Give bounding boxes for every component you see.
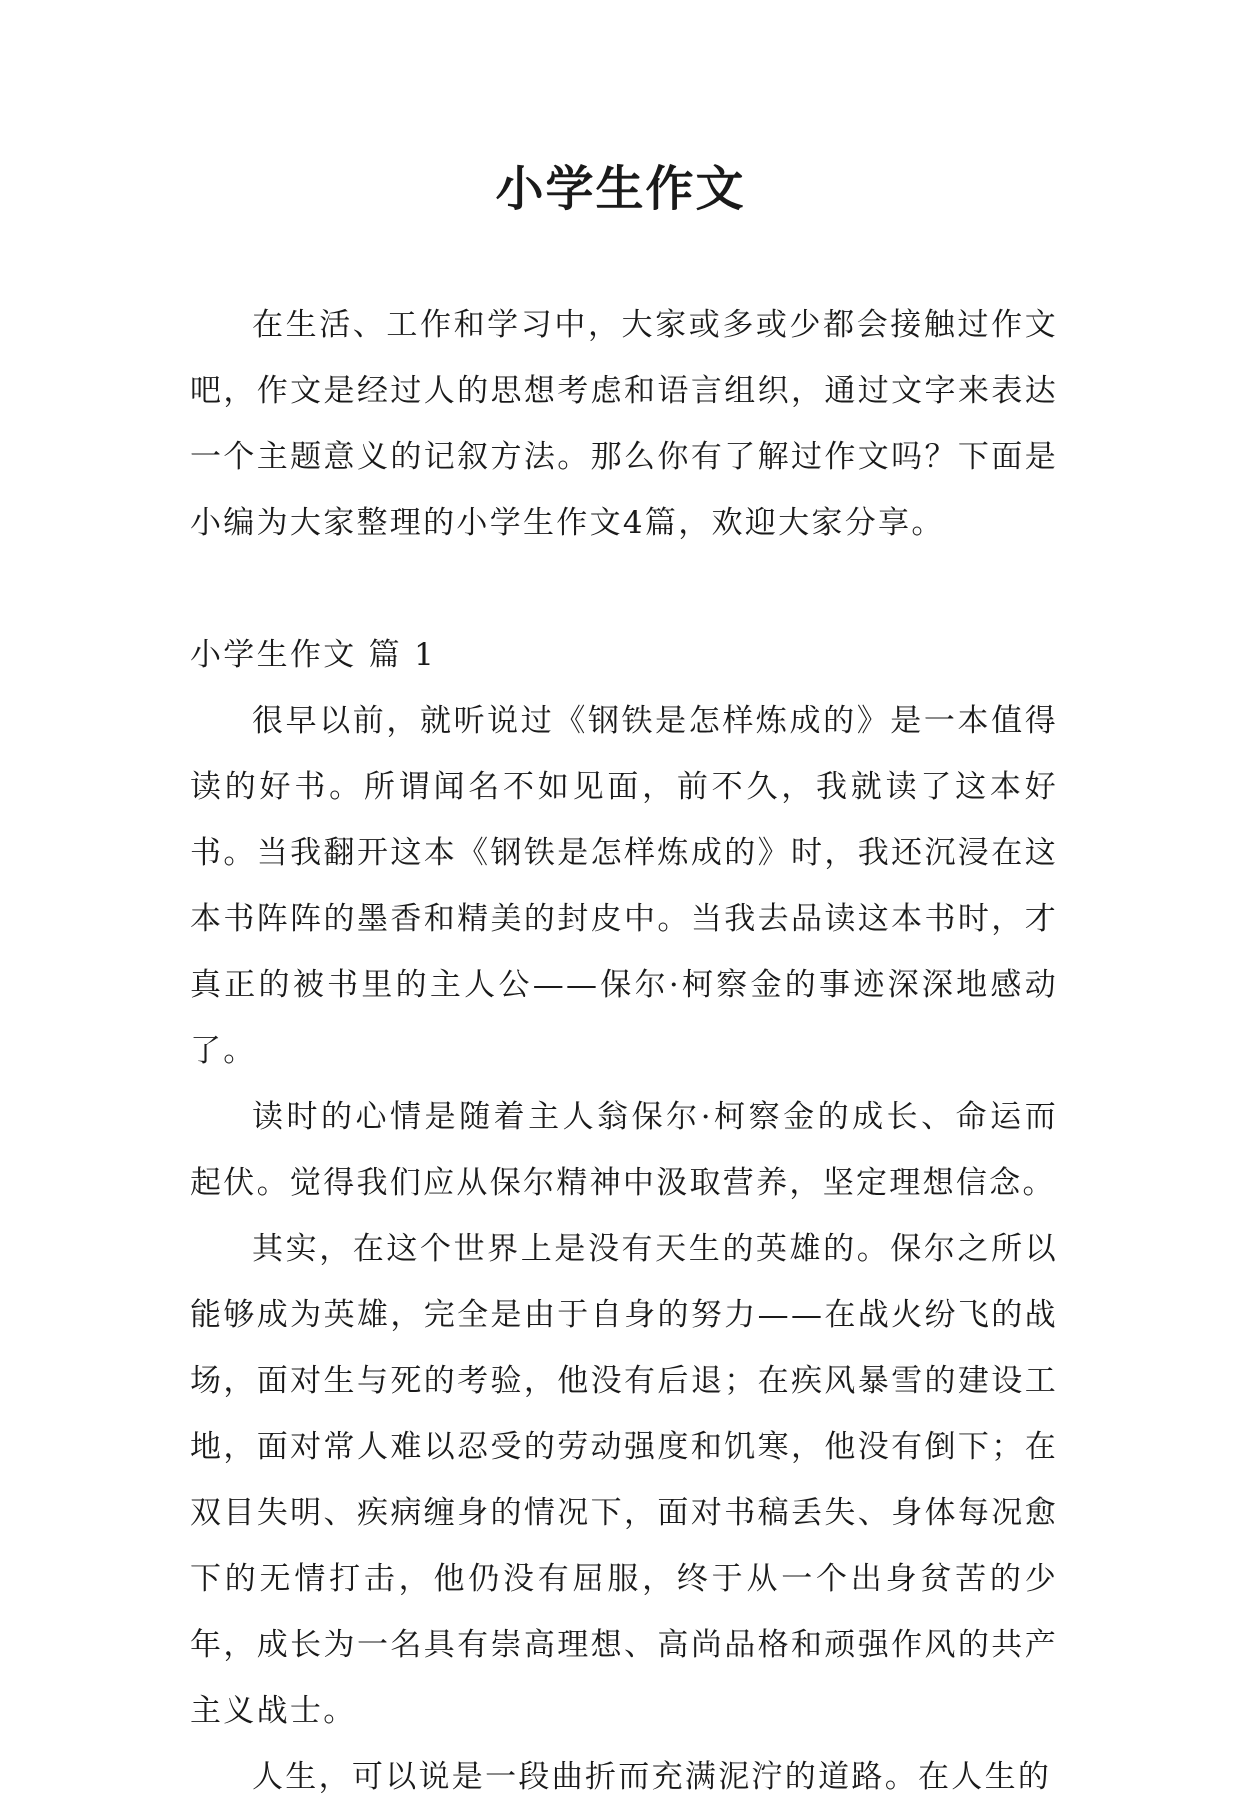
body-paragraph: 人生，可以说是一段曲折而充满泥泞的道路。在人生的: [252, 1759, 1052, 1795]
document-body: [190, 292, 1058, 1810]
body-paragraph: 其实，在这个世界上是没有天生的英雄的。保尔之所以能够成为英雄，完全是由于自身的努力——在战火纷飞的战场，面对生与死的考验，他没有后退；在疾风暴雪的建设工地，面对常人难以忍受的劳动强度和饥寒，他没有倒下；在双目失明、疾病缠身的情况下，面对书稿丢失、身体每况愈下的无情打击，他仍没有屈服，终于从一个出身贫苦的少年，成长为一名具有崇高理想、高尚品格和顽强作风的共产主义战士。: [190, 1231, 1058, 1729]
body-paragraph: 很早以前，就听说过《钢铁是怎样炼成的》是一本值得读的好书。所谓闻名不如见面，前不久，我就读了这本好书。当我翻开这本《钢铁是怎样炼成的》时，我还沉浸在这本书阵阵的墨香和精美的封皮中。当我去品读这本书时，才真正的被书里的主人公——保尔·柯察金的事迹深深地感动了。: [190, 703, 1058, 1069]
document-title: 小学生作文: [495, 161, 746, 217]
body-paragraph: 读时的心情是随着主人翁保尔·柯察金的成长、命运而起伏。觉得我们应从保尔精神中汲取营养，坚定理想信念。: [190, 1099, 1058, 1201]
section-heading: 小学生作文 篇 1: [190, 637, 437, 673]
intro-paragraph: 在生活、工作和学习中，大家或多或少都会接触过作文吧，作文是经过人的思想考虑和语言组织，通过文字来表达一个主题意义的记叙方法。那么你有了解过作文吗？下面是小编为大家整理的小学生作文4篇，欢迎大家分享。: [190, 307, 1058, 541]
